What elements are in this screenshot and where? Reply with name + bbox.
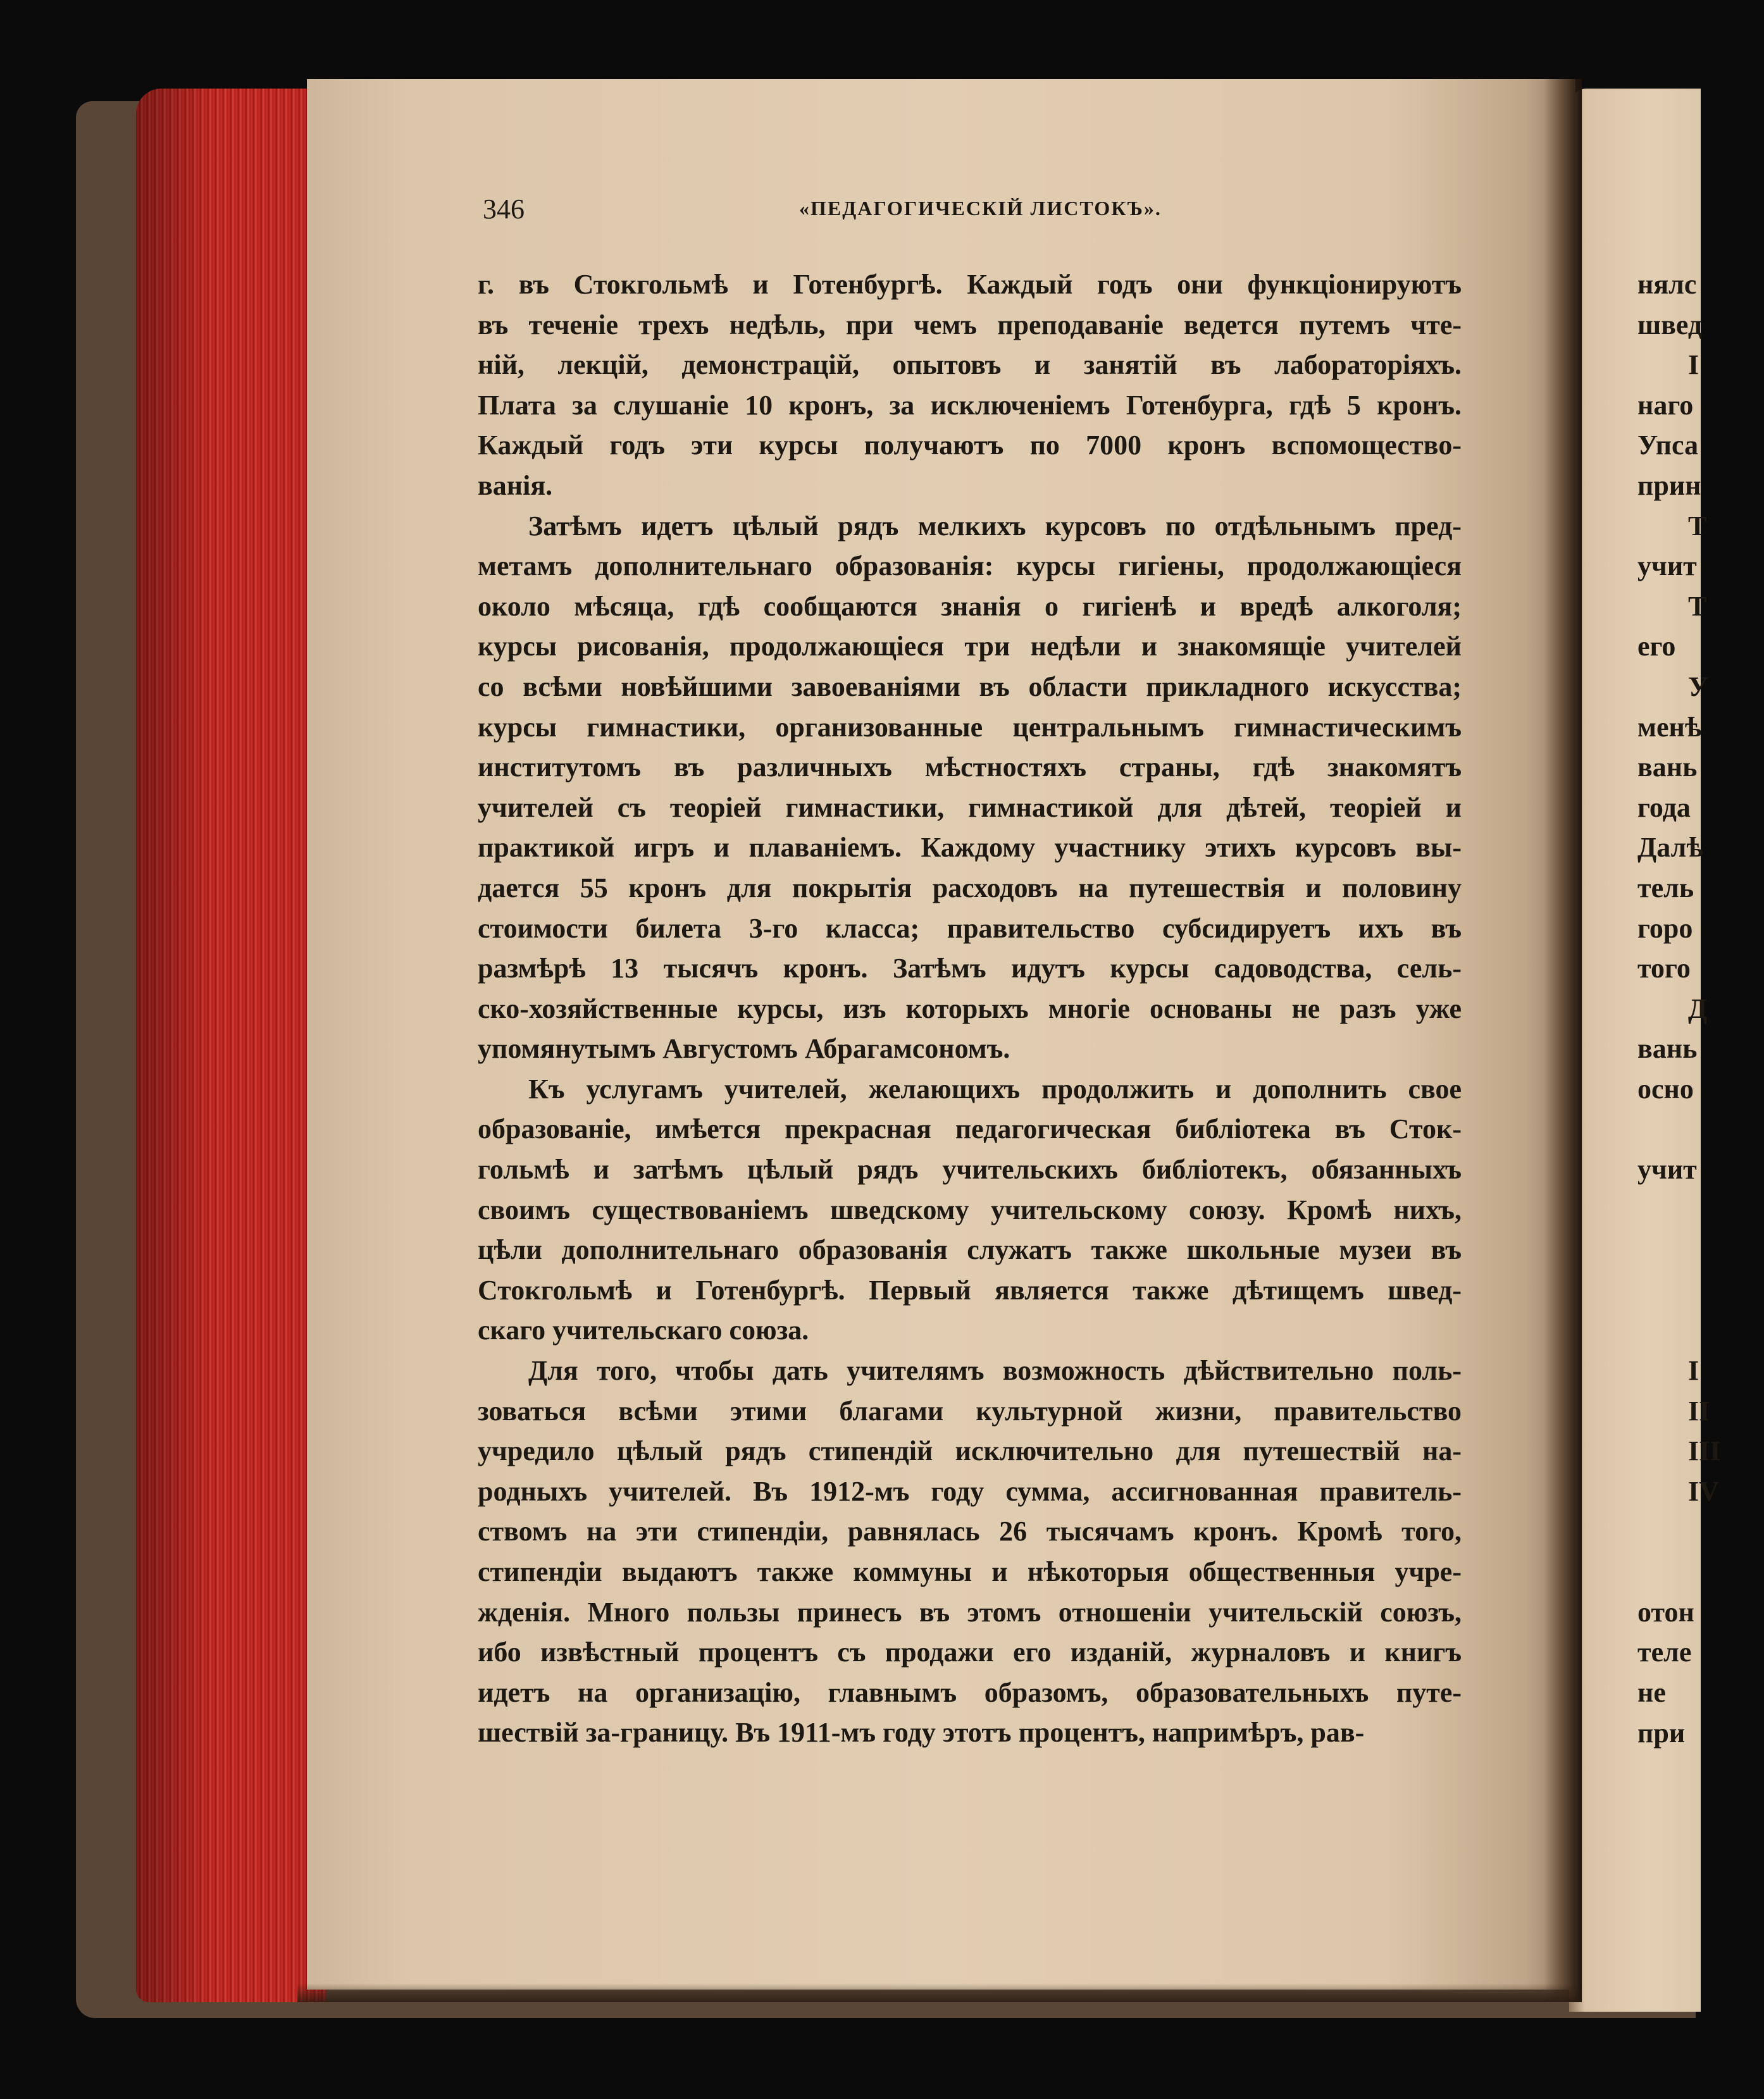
page-bottom-shadow (297, 1983, 1582, 2002)
text-line: своимъ существованіемъ шведскому учительскому союзу. Кромѣ нихъ, (478, 1194, 1462, 1225)
right-page-fragment: прин (1637, 470, 1701, 501)
paragraph (478, 264, 1462, 506)
right-page-fragment: IV (1688, 1476, 1719, 1507)
text-line: практикой игръ и плаваніемъ. Каждому участнику этихъ курсовъ вы- (478, 832, 1462, 864)
right-page-fragment: года (1637, 791, 1691, 823)
text-line: размѣрѣ 13 тысячъ кронъ. Затѣмъ идутъ курсы садоводства, сель- (478, 953, 1462, 984)
text-line: ибо извѣстный процентъ съ продажи его изданій, журналовъ и книгъ (478, 1637, 1462, 1668)
text-line: институтомъ въ различныхъ мѣстностяхъ страны, гдѣ знакомятъ (478, 752, 1462, 783)
text-line: упомянутымъ Августомъ Абрагамсономъ. (478, 1033, 1010, 1065)
text-line: курсы рисованія, продолжающіеся три недѣли и знакомящіе учителей (478, 631, 1462, 662)
right-page-fragment: II (1688, 1395, 1710, 1427)
text-line: родныхъ учителей. Въ 1912-мъ году сумма, ассигнованная правитель- (478, 1475, 1462, 1507)
body-text (478, 264, 1462, 1753)
text-line: Стокгольмѣ и Готенбургѣ. Первый является также дѣтищемъ швед- (478, 1274, 1462, 1306)
text-line: Каждый годъ эти курсы получаютъ по 7000 кронъ вспомоществo- (478, 430, 1462, 461)
text-line: жденія. Много пользы принесъ въ этомъ отношеніи учительскій союзъ, (478, 1596, 1462, 1628)
text-line: скаго учительскаго союза. (478, 1315, 809, 1346)
right-page-fragment: вань (1637, 1033, 1698, 1065)
right-page-fragment: осно (1637, 1074, 1694, 1105)
right-page-fragment: не (1637, 1677, 1666, 1708)
right-page-fragment: при (1637, 1717, 1686, 1749)
text-line: со всѣми новѣйшими завоеваніями въ области прикладного искусства; (478, 671, 1462, 702)
text-line: ско-хозяйственные курсы, изъ которыхъ многіе основаны не разъ уже (478, 993, 1462, 1024)
right-page-fragment: нялс (1637, 269, 1697, 300)
text-line: дается 55 кронъ для покрытія расходовъ на путешествія и половину (478, 872, 1462, 903)
paragraph (478, 1351, 1462, 1753)
right-page-fragment: менѣ (1637, 711, 1702, 743)
text-line: ванія. (478, 469, 553, 501)
text-line: въ теченіе трехъ недѣль, при чемъ преподаваніе ведется путемъ чте- (478, 309, 1462, 340)
right-page-fragment: теле (1637, 1637, 1692, 1668)
text-line: Для того, чтобы дать учителямъ возможность дѣйствительно поль- (528, 1355, 1462, 1387)
right-page-fragment: Т (1688, 590, 1707, 622)
right-page-fragment: вань (1637, 752, 1698, 783)
right-page-fragment: У (1688, 671, 1709, 702)
paragraph (478, 506, 1462, 1069)
text-line: Плата за слушаніе 10 кронъ, за исключеніемъ Готенбурга, гдѣ 5 кронъ. (478, 389, 1462, 421)
text-line: идетъ на организацію, главнымъ образомъ, образовательныхъ путе- (478, 1676, 1462, 1708)
text-line: зоваться всѣми этими благами культурной жизни, правительство (478, 1395, 1462, 1427)
right-page-fragment: наго (1637, 389, 1694, 421)
text-line: учителей съ теоріей гимнастики, гимнастикой для дѣтей, теоріей и (478, 791, 1462, 823)
right-page-fragment: I (1688, 349, 1699, 381)
page-edges-shade (136, 89, 326, 2002)
right-page-fragment: тель (1637, 872, 1694, 903)
right-page-fragment: его (1637, 631, 1676, 662)
text-line: Къ услугамъ учителей, желающихъ продолжить и дополнить свое (528, 1073, 1462, 1105)
text-line: Затѣмъ идетъ цѣлый рядъ мелкихъ курсовъ по отдѣльнымъ пред- (528, 510, 1462, 542)
right-page-fragment: Т (1688, 510, 1707, 542)
text-line: цѣли дополнительнаго образованія служатъ также школьные музеи въ (478, 1234, 1462, 1266)
right-page-fragment: учит (1637, 550, 1697, 582)
paragraph (478, 1069, 1462, 1351)
right-page-fragment: швед (1637, 309, 1703, 340)
right-page-fragment: III (1688, 1435, 1721, 1467)
page-header (483, 193, 1470, 231)
text-line: образованіе, имѣется прекрасная педагогическая библіотека въ Сток- (478, 1113, 1462, 1145)
right-page-fragment: отон (1637, 1596, 1694, 1628)
running-title: «ПЕДАГОГИЧЕСКІЙ ЛИСТОКЪ». (799, 197, 1162, 220)
text-line: гольмѣ и затѣмъ цѣлый рядъ учительскихъ библіотекъ, обязанныхъ (478, 1154, 1462, 1186)
text-line: ствомъ на эти стипендіи, равнялась 26 тысячамъ кронъ. Кромѣ того, (478, 1516, 1462, 1547)
text-line: курсы гимнастики, организованные центральнымъ гимнастическимъ (478, 711, 1462, 743)
text-line: шествій за-границу. Въ 1911-мъ году этотъ процентъ, напримѣръ, рав- (478, 1717, 1365, 1749)
text-line: стоимости билета 3-го класса; правительство субсидируетъ ихъ въ (478, 912, 1462, 944)
text-line: учредило цѣлый рядъ стипендій исключительно для путешествій на- (478, 1435, 1462, 1467)
right-page-fragment: учит (1637, 1154, 1697, 1186)
text-line: около мѣсяца, гдѣ сообщаются знанія о гигіенѣ и вредѣ алкоголя; (478, 590, 1462, 622)
right-page-fragment: того (1637, 953, 1691, 984)
text-line: ній, лекцій, демонстрацій, опытовъ и занятій въ лабораторіяхъ. (478, 349, 1462, 381)
page-number: 346 (483, 194, 525, 225)
book-gutter (1544, 79, 1582, 2002)
text-line: метамъ дополнительнаго образованія: курсы гигіены, продолжающіеся (478, 550, 1462, 582)
right-page-fragment: горо (1637, 912, 1693, 944)
right-page-fragment: I (1688, 1355, 1699, 1387)
right-page-fragment: Далѣ (1637, 832, 1703, 864)
right-page-fragment: Д (1688, 993, 1708, 1024)
text-line: г. въ Стокгольмѣ и Готенбургѣ. Каждый годъ они функціонируютъ (478, 269, 1462, 300)
right-page-fragment: Упса (1637, 430, 1699, 461)
text-line: стипендіи выдаютъ также коммуны и нѣкоторыя общественныя учре- (478, 1556, 1462, 1587)
